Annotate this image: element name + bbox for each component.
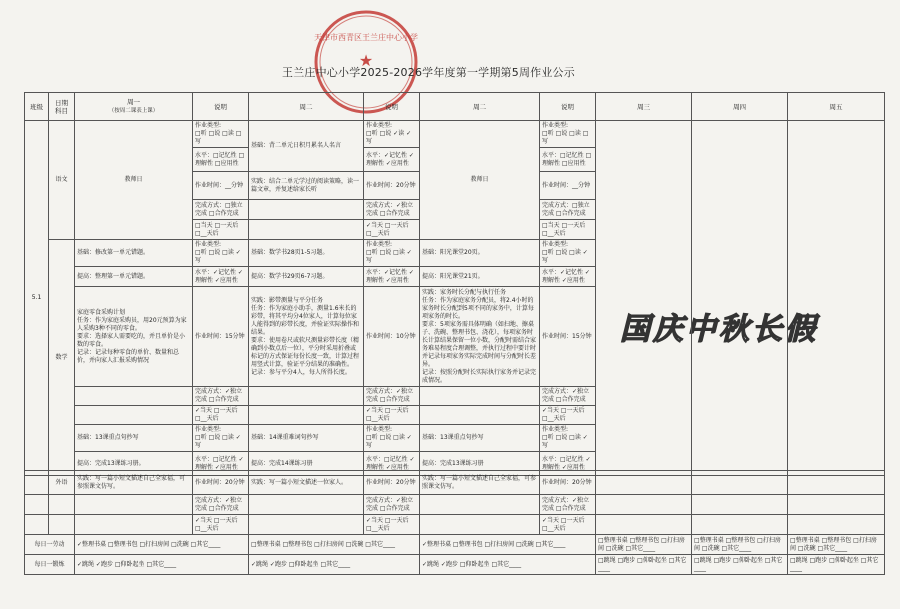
english-b1-cell: 基础：14课重难词句抄写: [249, 425, 364, 452]
english-done-cell: ✓当天 □一天后 □__天后: [364, 515, 420, 535]
chinese-subject: 语文: [49, 121, 75, 240]
english-c3-cell: 实践：写一篇小短文描述自己全家福，可参照课文仿写。: [420, 471, 540, 495]
english-a1-cell: 基础：13课重点句抄写: [75, 425, 193, 452]
chinese-mon: 教师日: [75, 121, 193, 240]
english-mode-cell: 完成方式：✓独立完成 □合作完成: [364, 495, 420, 515]
math-subject: 数学: [49, 240, 75, 476]
math-type-cell: 作业类型: □听 □说 □读 ✓写: [364, 240, 420, 267]
header-explain-1: 说明: [193, 93, 249, 121]
english-b3-cell: 实践：写一篇小短文描述一位家人。: [249, 471, 364, 495]
english-time-cell: 作业时间：20分钟: [540, 471, 596, 495]
math-b1-cell: 基础：数学书28页1-5习题。: [249, 240, 364, 267]
chinese-time1-cell: 作业时间：20分钟: [364, 172, 420, 200]
table-cell: [596, 121, 692, 476]
header-mon: [75, 93, 193, 121]
chinese-tue: 教师日: [420, 121, 540, 240]
table-cell: [249, 406, 364, 425]
exercise-opts2-cell: □跳绳 □跑步 □仰卧起坐 □其它____: [596, 555, 692, 575]
labor-row: [25, 535, 885, 555]
header-wed: 周三: [596, 93, 692, 121]
english-type-cell: 作业类型: □听 □说 □读 ✓写: [364, 425, 420, 452]
svg-text:★: ★: [358, 51, 374, 70]
english-done-cell: ✓当天 □一天后 □__天后: [540, 515, 596, 535]
labor-opts2-cell: □整理书桌 □整理书包 □打扫房间 □洗碗 □其它____: [596, 535, 692, 555]
labor-label-cell: 每日一劳动: [25, 535, 75, 555]
table-cell: [75, 387, 193, 406]
math-done-cell: ✓当天 □一天后 □__天后: [364, 406, 420, 425]
chinese-done-cell: □当天 □一天后 □__天后: [540, 220, 596, 240]
chinese-type-cell: 作业类型: □听 □说 □读 □写: [540, 121, 596, 148]
math-c3-cell: 实践：家务时长分配与执行任务 任务：作为家庭家务分配员，将2.4小时的家务时长分配到5项不同的家务中，计算每项家务的时长。 要求：5项家务需具体明确（如扫地、擦桌子、洗碗、整理书包、浇花），每项家务时长计算结果保留一位小数，分配时需结合家务难易程度合理调整，并执行过程中要计时并记录每项家务实际完成时间与分配时长差异。 记录：按照分配时长实际执行家务并记录完成情况。: [420, 287, 540, 387]
header-row: [25, 93, 885, 121]
class-cell: 5.1: [25, 121, 49, 476]
table-cell: [75, 406, 193, 425]
chinese-mode-cell: 完成方式：□独立完成 □合作完成: [193, 200, 249, 220]
homework-table: [24, 92, 885, 476]
table-cell: [25, 495, 49, 515]
table-cell: [25, 515, 49, 535]
math-done-cell: ✓当天 □一天后 □__天后: [540, 406, 596, 425]
table-cell: [75, 515, 193, 535]
table-cell: [75, 495, 193, 515]
labor-opts2-cell: □整理书桌 □整理书包 □打扫房间 □洗碗 □其它____: [788, 535, 885, 555]
english-a3-cell: 实践：写一篇小短文描述自己全家福，可参照课文仿写。: [75, 471, 193, 495]
exercise-opts-cell: ✓跳绳 ✓跑步 □仰卧起坐 □其它____: [420, 555, 596, 575]
math-time-cell: 作业时间：15分钟: [193, 287, 249, 387]
chinese-type1-cell: 作业类型: □听 □说 ✓读 ✓写: [364, 121, 420, 148]
english-type-cell: 作业类型: □听 □说 □读 ✓写: [193, 425, 249, 452]
english-a2-cell: 提高：完成13课练习册。: [75, 452, 193, 476]
headers-mon_sub-cell: （按周二课表上课）: [108, 108, 159, 114]
math-c2-cell: 提高：阳光课堂21页。: [420, 267, 540, 287]
english-level-cell: 水平：□记忆性 ✓理解性 ✓应用性: [540, 452, 596, 476]
math-type-cell: 作业类型: □听 □说 □读 ✓写: [540, 240, 596, 267]
table-row: [25, 471, 885, 495]
table-cell: [249, 387, 364, 406]
header-tue: 周二: [249, 93, 364, 121]
math-time3-cell: 作业时间：15分钟: [540, 287, 596, 387]
headers-mon-cell: 周一: [127, 98, 140, 106]
table-cell: [249, 515, 364, 535]
header-tue-2: 周二: [420, 93, 540, 121]
english-level-cell: 水平：□记忆性 ✓理解性 ✓应用性: [364, 452, 420, 476]
math-time2-cell: 作业时间：10分钟: [364, 287, 420, 387]
table-cell: [788, 495, 885, 515]
chinese-done1-cell: ✓当天 □一天后 □__天后: [364, 220, 420, 240]
chinese-level1-cell: 水平：✓记忆性 ✓理解性 ✓应用性: [364, 148, 420, 172]
chinese-task3-cell: 实践：结合二单元学过的阅读策略，读一篇文章，并复述给家长听: [249, 172, 364, 200]
table-cell: [692, 515, 788, 535]
math-b2-cell: 提高：数学书29页6-7习题。: [249, 267, 364, 287]
table-cell: [25, 471, 49, 495]
exercise-opts-cell: ✓跳绳 ✓跑步 □仰卧起坐 □其它____: [75, 555, 249, 575]
chinese-done-cell: □当天 □一天后 □__天后: [193, 220, 249, 240]
math-c1-cell: 基础：阳光课堂20页。: [420, 240, 540, 267]
english-subject: 外语: [49, 471, 75, 495]
exercise-opts2-cell: □跳绳 □跑步 □仰卧起坐 □其它____: [788, 555, 885, 575]
math-mode-cell: 完成方式：✓独立完成 □合作完成: [364, 387, 420, 406]
english-b2-cell: 提高：完成14课练习册: [249, 452, 364, 476]
header-class: 班级: [25, 93, 49, 121]
chinese-mode-cell: 完成方式：□独立完成 □合作完成: [540, 200, 596, 220]
table-cell: [596, 471, 692, 495]
english-c2-cell: 提高：完成13课练习册: [420, 452, 540, 476]
holiday-stamp: 国庆中秋长假: [620, 312, 818, 347]
chinese-mode1-cell: 完成方式：✓独立完成 □合作完成: [364, 200, 420, 220]
table-row: [25, 495, 885, 515]
table-cell: [420, 515, 540, 535]
english-level-cell: 水平：□记忆性 ✓理解性 ✓应用性: [193, 452, 249, 476]
english-mode-cell: 完成方式：✓独立完成 □合作完成: [540, 495, 596, 515]
table-cell: [420, 406, 540, 425]
math-type-cell: 作业类型: □听 □说 □读 ✓写: [193, 240, 249, 267]
labor-opts2-cell: □整理书桌 □整理书包 □打扫房间 □洗碗 □其它____: [249, 535, 420, 555]
exercise-opts2-cell: □跳绳 □跑步 □仰卧起坐 □其它____: [692, 555, 788, 575]
math-level-cell: 水平：✓记忆性 ✓理解性 ✓应用性: [364, 267, 420, 287]
table-cell: [692, 121, 788, 476]
math-a2-cell: 提高：整理第一单元错题。: [75, 267, 193, 287]
table-cell: [249, 200, 364, 220]
table-cell: [596, 495, 692, 515]
math-level-cell: 水平：✓记忆性 ✓理解性 ✓应用性: [540, 267, 596, 287]
table-cell: [788, 121, 885, 476]
table-cell: [420, 495, 540, 515]
math-a3-cell: 家庭零食采购计划 任务：作为家庭采购员，用20元预算为家人采购3种不同的零食。 要求：选择家人需要吃的，并且单价是小数的零食。 记录：记录每种零食的单价、数量和总价，并向家人汇报采购情况: [75, 287, 193, 387]
math-done-cell: ✓当天 □一天后 □__天后: [193, 406, 249, 425]
labor-opts-cell: ✓整理书桌 □整理书包 □打扫房间 □洗碗 □其它____: [420, 535, 596, 555]
table-cell: [788, 515, 885, 535]
math-mode-cell: 完成方式：✓独立完成 □合作完成: [540, 387, 596, 406]
chinese-level-cell: 水平：□记忆性 □理解性 □应用性: [540, 148, 596, 172]
english-time-cell: 作业时间：20分钟: [364, 471, 420, 495]
table-cell: [788, 471, 885, 495]
header-thu: 周四: [692, 93, 788, 121]
chinese-time-cell: 作业时间：__分钟: [193, 172, 249, 200]
english-type-cell: 作业类型: □听 □说 □读 ✓写: [540, 425, 596, 452]
exercise-label-cell: 每日一锻炼: [25, 555, 75, 575]
table-row: [25, 515, 885, 535]
exercise-opts-cell: ✓跳绳 ✓跑步 □仰卧起坐 □其它____: [249, 555, 420, 575]
header-explain-3: 说明: [540, 93, 596, 121]
exercise-row: [25, 555, 885, 575]
english-mode-cell: 完成方式：✓独立完成 □合作完成: [193, 495, 249, 515]
page-title: 王兰庄中心小学2025-2026学年度第一学期第5周作业公示: [282, 66, 575, 79]
english-done-cell: ✓当天 □一天后 □__天后: [193, 515, 249, 535]
english-time-cell: 作业时间：20分钟: [193, 471, 249, 495]
table-cell: [49, 495, 75, 515]
chinese-type-cell: 作业类型: □听 □说 □读 □写: [193, 121, 249, 148]
chinese-task1-cell: 基础：背二单元日积月累名人名言: [249, 121, 364, 172]
math-a1-cell: 基础：修改第一单元错题。: [75, 240, 193, 267]
labor-opts2-cell: □整理书桌 □整理书包 □打扫房间 □洗碗 □其它____: [692, 535, 788, 555]
table-cell: [249, 495, 364, 515]
chinese-row-1: [25, 121, 885, 148]
seal-text: 天津市西青区王兰庄中心小学: [314, 33, 418, 42]
table-cell: [692, 495, 788, 515]
header-explain-2: 说明: [364, 93, 420, 121]
labor-opts-cell: ✓整理书桌 □整理书包 □打扫房间 □洗碗 □其它____: [75, 535, 249, 555]
header-subject: 日期 科目: [49, 93, 75, 121]
table-cell: [49, 515, 75, 535]
header-fri: 周五: [788, 93, 885, 121]
table-cell: [420, 387, 540, 406]
table-cell: [692, 471, 788, 495]
table-cell: [249, 220, 364, 240]
chinese-level-cell: 水平：□记忆性 □理解性 □应用性: [193, 148, 249, 172]
math-mode-cell: 完成方式：✓独立完成 □合作完成: [193, 387, 249, 406]
table-cell: [596, 515, 692, 535]
english-practice-table: [24, 470, 885, 575]
math-level-cell: 水平：✓记忆性 ✓理解性 ✓应用性: [193, 267, 249, 287]
chinese-time-cell: 作业时间：__分钟: [540, 172, 596, 200]
english-c1-cell: 基础：13课重点句抄写: [420, 425, 540, 452]
math-b3-cell: 实践：影带测量与平分任务 任务：作为家庭小助手，测量1.6米长的彩带，将其平均分4位家人，计算每位家人能得到的彩带长度，并验证实际操作和结果。 要求：使用卷尺或软尺测量彩带长度（精确到小数点后一位），平分时采用折叠或标记的方式保证每份长度一致，计算过程用竖式计算，验证平分结果的准确性。 记录：参与平分4人，每人所得长度。: [249, 287, 364, 387]
